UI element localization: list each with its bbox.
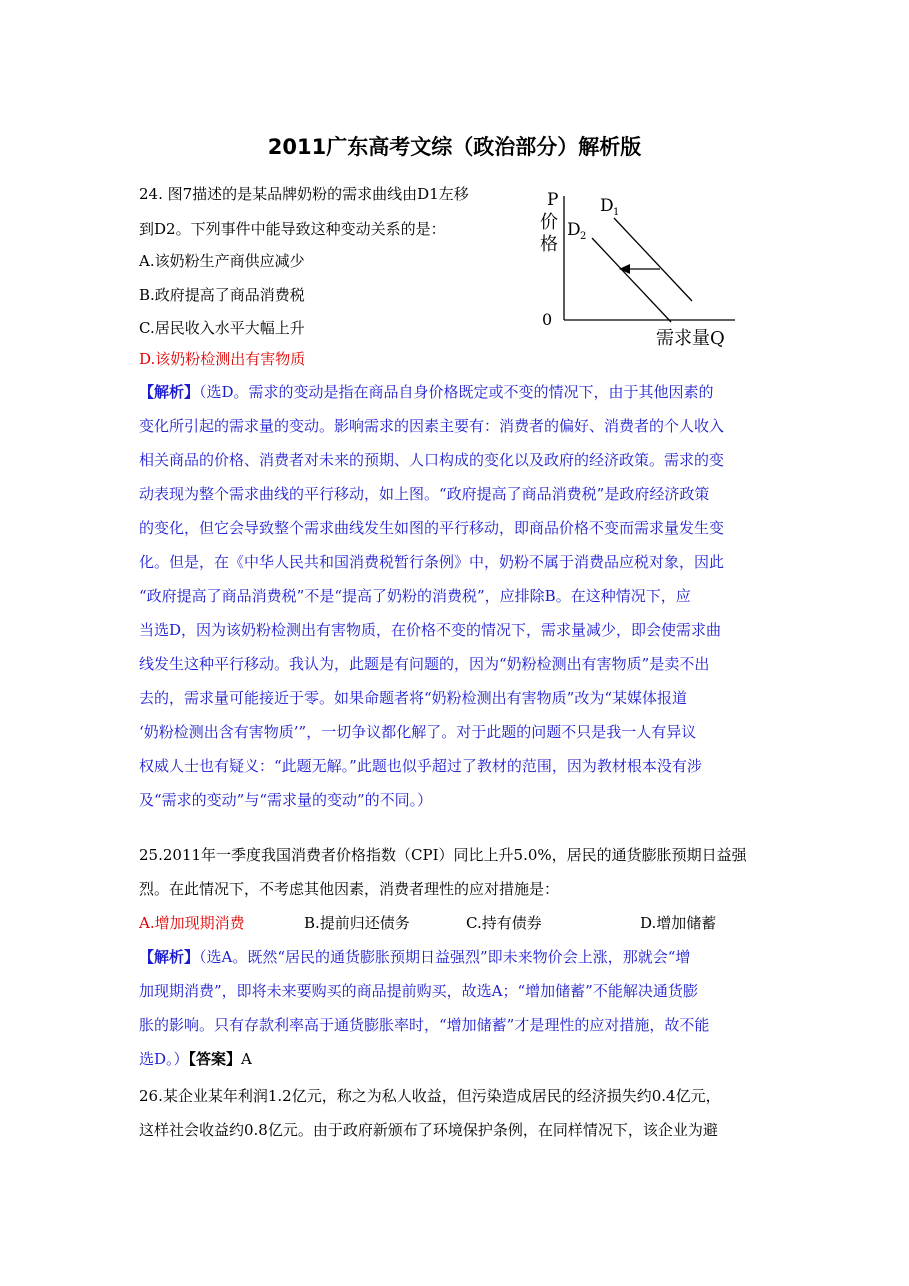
q24-analysis-line-13: 及“需求的变动”与“需求量的变动”的不同。） — [139, 791, 433, 809]
q24-option-b: B.政府提高了商品消费税 — [139, 286, 305, 304]
q24-analysis-tag: 【解析】 — [139, 383, 200, 401]
q24-analysis-line-1 — [139, 382, 714, 402]
q25-stem-line-1: 25.2011年一季度我国消费者价格指数（CPI）同比上升5.0%，居民的通货膨胀预期日益强 — [139, 846, 747, 864]
q25-option-a: A.增加现期消费 — [139, 914, 245, 932]
q24-analysis-line-11: ‘奶粉检测出含有害物质’”，一切争议都化解了。对于此题的问题不只是我一人有异议 — [139, 723, 697, 741]
demand-curve-d1 — [614, 218, 692, 301]
q25-analysis-text: （选A。既然“居民的通货膨胀预期日益强烈”即未来物价会上涨，那就会“增 — [199, 948, 691, 966]
q25-answer-tag: 【答案】 — [188, 1050, 242, 1068]
q25-option-d: D.增加储蓄 — [640, 914, 717, 932]
q25-analysis-tag: 【解析】 — [139, 948, 200, 966]
graph-origin-label: 0 — [542, 310, 553, 329]
page-title: 2011广东高考文综（政治部分）解析版 — [267, 135, 642, 159]
q24-option-a: A.该奶粉生产商供应减少 — [139, 252, 305, 270]
q24-analysis-text: （选D。需求的变动是指在商品自身价格既定或不变的情况下，由于其他因素的 — [199, 383, 714, 401]
q24-analysis-line-8: 当选D，因为该奶粉检测出有害物质，在价格不变的情况下，需求量减少，即会使需求曲 — [139, 621, 722, 639]
q24-analysis-line-12: 权威人士也有疑义：“此题无解。”此题也似乎超过了教材的范围，因为教材根本没有涉 — [139, 757, 702, 775]
q25-stem-line-2: 烈。在此情况下，不考虑其他因素，消费者理性的应对措施是： — [139, 880, 560, 898]
q24-analysis-line-5: 的变化，但它会导致整个需求曲线发生如图的平行移动，即商品价格不变而需求量发生变 — [139, 519, 725, 537]
q24-analysis-line-4: 动表现为整个需求曲线的平行移动，如上图。“政府提高了商品消费税”是政府经济政策 — [139, 485, 710, 503]
graph-d1-label: D — [600, 196, 614, 216]
q24-analysis-line-9: 线发生这种平行移动。我认为，此题是有问题的，因为“奶粉检测出有害物质”是卖不出 — [139, 655, 710, 673]
q25-options — [139, 913, 716, 933]
q25-analysis-line-2: 加现期消费”，即将未来要购买的商品提前购买，故选A；“增加储蓄”不能解决通货膨 — [139, 982, 698, 1000]
graph-x-label: 需求量Q — [656, 328, 725, 349]
q24-option-d: D.该奶粉检测出有害物质 — [139, 350, 306, 368]
q25-analysis-line-3: 胀的影响。只有存款利率高于通货膨胀率时，“增加储蓄”才是理性的应对措施，故不能 — [139, 1016, 710, 1034]
q24-analysis-line-7: “政府提高了商品消费税”不是“提高了奶粉的消费税”，应排除B。在这种情况下，应 — [139, 587, 691, 605]
graph-d2-subscript: 2 — [580, 231, 587, 242]
q24-stem-line-2: 到D2。下列事件中能导致这种变动关系的是： — [139, 220, 446, 238]
q24-analysis-line-3: 相关商品的价格、消费者对未来的预期、人口构成的变化以及政府的经济政策。需求的变 — [139, 451, 725, 469]
graph-d1-subscript: 1 — [613, 207, 620, 218]
q26-line-2: 这样社会收益约0.8亿元。由于政府新颁布了环境保护条例，在同样情况下，该企业为避 — [139, 1121, 718, 1139]
graph-price-label-1: 价 — [540, 212, 558, 233]
q26-line-1: 26.某企业某年利润1.2亿元，称之为私人收益，但污染造成居民的经济损失约0.4亿元， — [139, 1087, 721, 1105]
demand-curve-d2 — [592, 238, 671, 322]
q24-analysis-line-6: 化。但是，在《中华人民共和国消费税暂行条例》中，奶粉不属于消费品应税对象，因此 — [139, 553, 725, 571]
q25-option-c: C.持有债券 — [466, 914, 542, 932]
graph-p-label: P — [547, 190, 559, 210]
demand-curve-graph — [530, 186, 750, 351]
q25-analysis-end: 选D。） — [139, 1050, 189, 1068]
q25-answer-value: A — [241, 1050, 252, 1068]
q24-analysis-line-2: 变化所引起的需求量的变动。影响需求的因素主要有：消费者的偏好、消费者的个人收入 — [139, 417, 725, 435]
q24-stem-line-1: 24. 图7描述的是某品牌奶粉的需求曲线由D1左移 — [139, 185, 469, 203]
q25-analysis-line-1 — [139, 947, 690, 967]
graph-price-label-2: 格 — [540, 234, 558, 255]
q24-option-c: C.居民收入水平大幅上升 — [139, 319, 305, 337]
graph-d2-label: D — [567, 220, 581, 240]
q25-option-b: B.提前归还债务 — [304, 914, 410, 932]
q24-analysis-line-10: 去的，需求量可能接近于零。如果命题者将“奶粉检测出有害物质”改为“某媒体报道 — [139, 689, 688, 707]
q25-analysis-line-4 — [139, 1049, 252, 1069]
